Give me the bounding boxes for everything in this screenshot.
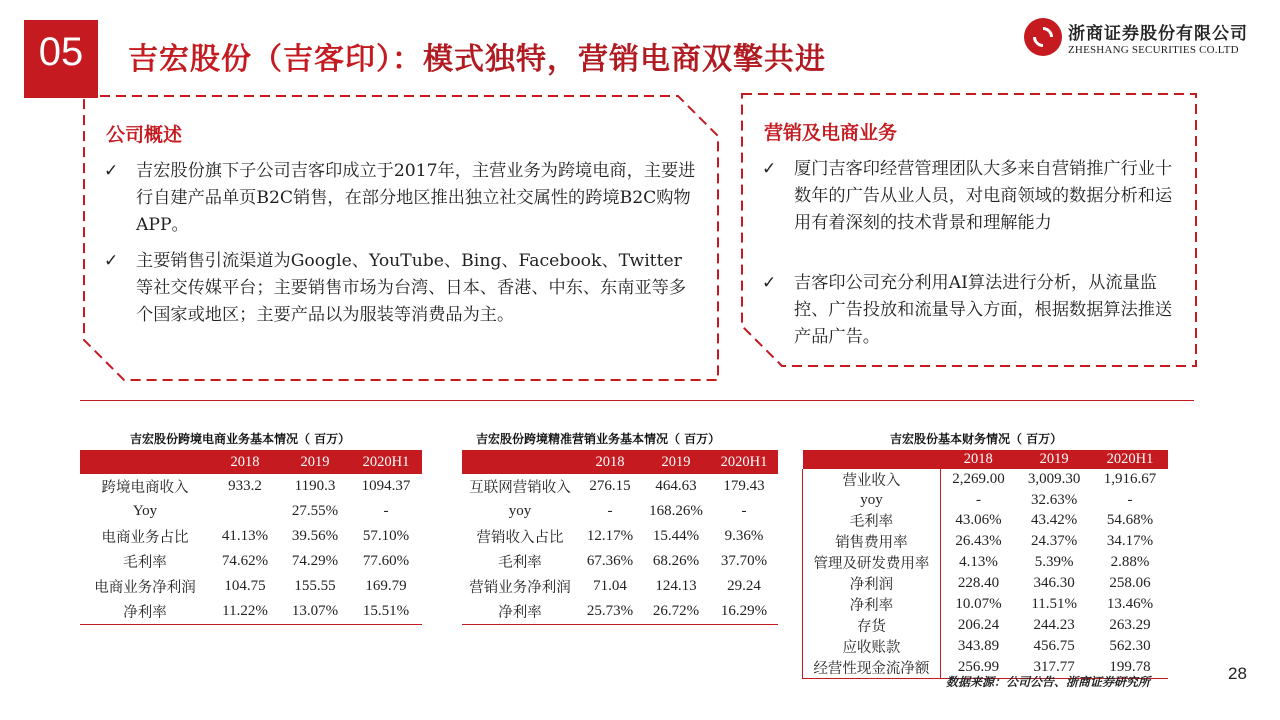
cell: 228.40 <box>957 575 1000 591</box>
header-cell: 2020H1 <box>350 450 422 474</box>
cell: 29.24 <box>727 578 761 594</box>
table3-caption: 吉宏股份基本财务情况（ 百万） <box>890 432 1063 446</box>
cell: 57.10% <box>362 528 410 544</box>
cell: 199.78 <box>1109 659 1151 675</box>
cell: 346.30 <box>1033 575 1075 591</box>
row-label: 营销业务净利润 <box>469 580 571 596</box>
cell: 10.07% <box>955 596 1002 612</box>
cell: 4.13% <box>959 554 998 570</box>
cell: 169.79 <box>365 578 407 594</box>
company-logo <box>1024 18 1248 56</box>
financial-table <box>802 450 1168 679</box>
cell: 16.29% <box>720 602 768 619</box>
marketing-table <box>462 450 778 625</box>
company-overview-box <box>82 94 720 382</box>
divider-line <box>80 400 1194 401</box>
row-label: 毛利率 <box>803 510 941 531</box>
header-cell <box>462 450 578 474</box>
header-cell: 2018 <box>578 450 642 474</box>
row-label: 毛利率 <box>498 555 542 571</box>
cell: 256.99 <box>957 659 1000 675</box>
header-cell: 2020H1 <box>1092 450 1168 469</box>
table-row <box>462 549 778 574</box>
table-row <box>80 599 422 624</box>
row-label: 营业收入 <box>803 469 941 490</box>
row-label: 管理及研发费用率 <box>803 552 941 573</box>
row-label: 净利率 <box>803 594 941 615</box>
row-label: 营销收入占比 <box>476 530 564 546</box>
table-row <box>462 599 778 624</box>
cell: 263.29 <box>1109 617 1151 633</box>
cell: 1094.37 <box>361 478 411 494</box>
row-label: Yoy <box>132 503 158 519</box>
row-label: 应收账款 <box>803 636 941 657</box>
table-header-row <box>803 450 1169 469</box>
cell: 41.13% <box>221 528 269 544</box>
table1-caption: 吉宏股份跨境电商业务基本情况（ 百万） <box>130 432 351 446</box>
cell: 67.36% <box>586 553 634 569</box>
cell: 155.55 <box>294 578 336 594</box>
cell: 179.43 <box>723 478 765 494</box>
table-row <box>803 552 1169 573</box>
cell: 456.75 <box>1033 638 1075 654</box>
section-number-badge: 05 <box>24 20 98 98</box>
table-row <box>80 474 422 499</box>
row-label: 存货 <box>803 615 941 636</box>
cell: 11.51% <box>1031 596 1078 612</box>
row-label: 净利润 <box>803 573 941 594</box>
page-title <box>128 34 826 78</box>
cell: 25.73% <box>586 602 634 619</box>
cell: 2,269.00 <box>952 471 1005 487</box>
checkmark-icon: ✓ <box>762 273 777 293</box>
table-row <box>80 524 422 549</box>
cell: 74.29% <box>291 553 339 569</box>
marketing-ecommerce-box <box>740 92 1198 368</box>
header-cell: 2019 <box>280 450 350 474</box>
zheshang-logo-icon <box>1024 18 1062 56</box>
header-cell: 2019 <box>642 450 710 474</box>
row-label: yoy <box>803 490 941 510</box>
cell: 3,009.30 <box>1027 471 1081 487</box>
marketing-bullet-2: ✓ 吉客印公司充分利用AI算法进行分析，从流量监控、广告投放和流量导入方面，根据数据算法推送产品广告。 <box>794 270 1174 351</box>
row-label: 净利率 <box>498 604 542 621</box>
cell: 317.77 <box>1033 659 1075 675</box>
cell: 54.68% <box>1106 512 1154 528</box>
cell: 1,916.67 <box>1103 471 1157 487</box>
table-row <box>80 499 422 524</box>
cell: 26.43% <box>955 533 1002 549</box>
cell: 258.06 <box>1109 575 1151 591</box>
cell: 43.06% <box>955 512 1002 528</box>
overview-bullet-2: ✓ 主要销售引流渠道为Google、YouTube、Bing、Facebook、Twitter等社交传媒平台；主要销售市场为台湾、日本、香港、中东、东南亚等多个国家或地区；主要产品以为服装等消费品为主。 <box>136 248 696 329</box>
table-header-row <box>80 450 422 474</box>
cell: 933.2 <box>228 478 262 494</box>
row-label: yoy <box>508 503 532 519</box>
cell: 27.55% <box>291 503 339 519</box>
cell: 12.17% <box>586 528 634 544</box>
header-cell: 2018 <box>210 450 280 474</box>
cell: 2.88% <box>1110 554 1150 570</box>
table-row <box>80 574 422 599</box>
table-row <box>803 594 1169 615</box>
cell: 13.07% <box>291 602 339 619</box>
cell: 37.70% <box>720 553 768 569</box>
cell: - <box>976 491 982 508</box>
cell: 168.26% <box>649 503 703 519</box>
data-source-note: 数据来源：公司公告、浙商证券研究所 <box>946 675 1151 689</box>
table2-caption: 吉宏股份跨境精准营销业务基本情况（ 百万） <box>476 432 721 446</box>
checkmark-icon: ✓ <box>104 251 119 271</box>
table-row <box>803 573 1169 594</box>
marketing-ecommerce-heading: 营销及电商业务 <box>764 122 898 144</box>
cell: 26.72% <box>652 602 700 619</box>
header-cell <box>80 450 210 474</box>
cell: 15.51% <box>362 602 410 619</box>
table-row <box>803 636 1169 657</box>
header-cell: 2018 <box>940 450 1016 469</box>
table-row <box>462 524 778 549</box>
title-colon: ： <box>392 42 423 77</box>
table-header-row <box>462 450 778 474</box>
table-row <box>462 499 778 524</box>
header-cell <box>803 450 941 469</box>
cell: - <box>1127 491 1133 508</box>
table-row <box>462 574 778 599</box>
table-row <box>803 510 1169 531</box>
cell: - <box>741 503 747 519</box>
ecommerce-table <box>80 450 422 625</box>
table-row <box>462 474 778 499</box>
table-row <box>803 490 1169 510</box>
cell: - <box>607 503 613 519</box>
row-label: 跨境电商收入 <box>101 480 189 496</box>
cell: 77.60% <box>362 553 410 569</box>
cell: 11.22% <box>222 602 268 619</box>
cell: 562.30 <box>1109 638 1151 654</box>
cell: 71.04 <box>593 578 627 594</box>
cell: 5.39% <box>1034 554 1074 570</box>
logo-name-cn: 浙商证券股份有限公司 <box>1068 23 1248 44</box>
cell: 43.42% <box>1031 512 1078 528</box>
cell: 124.13 <box>655 578 697 594</box>
company-overview-heading: 公司概述 <box>106 124 183 146</box>
cell: 68.26% <box>652 553 700 569</box>
cell: 206.24 <box>957 617 1000 633</box>
cell: 15.44% <box>652 528 700 544</box>
cell: 32.63% <box>1031 491 1078 508</box>
cell: 1190.3 <box>294 478 336 494</box>
title-sub: 模式独特，营销电商双擎共进 <box>423 42 826 77</box>
cell: 104.75 <box>224 578 266 594</box>
cell: 9.36% <box>724 528 764 544</box>
page-number: 28 <box>1228 664 1247 683</box>
table-row <box>80 549 422 574</box>
cell: 24.37% <box>1031 533 1078 549</box>
row-label: 电商业务占比 <box>101 530 189 546</box>
row-label: 经营性现金流净额 <box>803 657 941 679</box>
row-label: 净利率 <box>123 604 167 621</box>
marketing-bullet-1: ✓ 厦门吉客印经营管理团队大多来自营销推广行业十数年的广告从业人员，对电商领域的数据分析和运用有着深刻的技术背景和理解能力 <box>794 156 1174 237</box>
cell: 276.15 <box>589 478 631 494</box>
cell: - <box>383 503 389 519</box>
row-label: 电商业务净利润 <box>94 580 196 596</box>
logo-name-en: ZHESHANG SECURITIES CO.LTD <box>1068 43 1239 56</box>
cell <box>210 499 280 524</box>
row-label: 毛利率 <box>123 555 167 571</box>
row-label: 销售费用率 <box>803 531 941 552</box>
checkmark-icon: ✓ <box>104 161 119 181</box>
overview-bullet-1: ✓ 吉宏股份旗下子公司吉客印成立于2017年，主营业务为跨境电商，主要进行自建产品单页B2C销售，在部分地区推出独立社交属性的跨境B2C购物APP。 <box>136 158 696 239</box>
table-row <box>803 615 1169 636</box>
cell: 13.46% <box>1106 596 1154 612</box>
table-row <box>803 469 1169 490</box>
cell: 343.89 <box>957 638 1000 654</box>
cell: 39.56% <box>291 528 339 544</box>
header-cell: 2020H1 <box>710 450 778 474</box>
cell: 34.17% <box>1106 533 1154 549</box>
checkmark-icon: ✓ <box>762 159 777 179</box>
cell: 464.63 <box>655 478 697 494</box>
title-main: 吉宏股份（吉客印） <box>128 42 392 77</box>
row-label: 互联网营销收入 <box>469 480 571 496</box>
table-row <box>803 531 1169 552</box>
cell: 74.62% <box>221 553 269 569</box>
header-cell: 2019 <box>1016 450 1092 469</box>
cell: 244.23 <box>1033 617 1075 633</box>
